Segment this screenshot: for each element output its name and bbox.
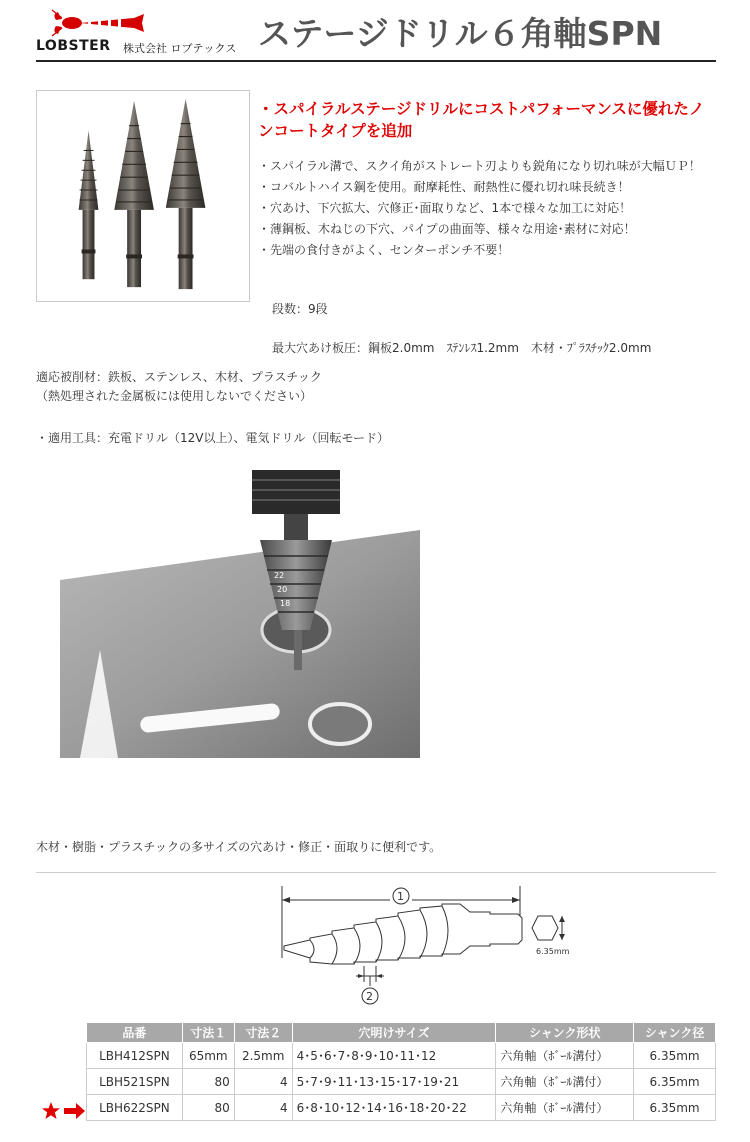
feature-item: ・穴あけ、下穴拡大、穴修正･面取りなど、1本で様々な加工に対応！ xyxy=(258,201,632,215)
step-mark: 20 xyxy=(277,585,288,594)
cell-dim2: 2.5mm xyxy=(234,1043,292,1069)
header-divider xyxy=(36,60,716,62)
table-header-row xyxy=(87,1023,716,1043)
cell-code: LBH412SPN xyxy=(87,1043,183,1069)
feature-item: ・スパイラル溝で、スクイ角がストレート刃よりも鋭角になり切れ味が大幅ＵＰ！ xyxy=(258,159,701,173)
col-header-diameter: シャンク径 xyxy=(634,1023,716,1043)
table-row xyxy=(87,1095,716,1121)
cell-diameter: 6.35mm xyxy=(634,1069,716,1095)
materials-line: 適応被削材：鉄板、ステンレス、木材、プラスチック xyxy=(36,370,322,384)
cell-code: LBH622SPN xyxy=(87,1095,183,1121)
cell-dim1: 65mm xyxy=(182,1043,234,1069)
cell-diameter: 6.35mm xyxy=(634,1043,716,1069)
step-mark: 18 xyxy=(280,599,291,608)
headline: ・スパイラルステージドリルにコストパフォーマンスに優れたノンコートタイプを追加 xyxy=(258,100,705,140)
feature-item: ・先端の食付きがよく、センターポンチ不要！ xyxy=(258,243,510,257)
spec-max-thickness: 最大穴あけ板圧：鋼板2.0mm ｽﾃﾝﾚｽ1.2mm 木材・ﾌﾟﾗｽﾁｯｸ2.0mm xyxy=(272,341,652,355)
lobster-icon xyxy=(50,8,146,38)
recommended-marker-icon xyxy=(42,1101,86,1121)
col-header-code: 品番 xyxy=(87,1023,183,1043)
materials-note: （熱処理された金属板には使用しないでください） xyxy=(36,389,313,403)
cell-code: LBH521SPN xyxy=(87,1069,183,1095)
usage-note: 木材・樹脂・プラスチックの多サイズの穴あけ・修正・面取りに便利です。 xyxy=(36,840,442,854)
cell-shank: 六角軸（ﾎﾞｰﾙ溝付） xyxy=(496,1069,634,1095)
spec-table xyxy=(86,1022,716,1121)
applicable-tools: ・適用工具：充電ドリル（12V以上）、電気ドリル（回転モード） xyxy=(36,431,390,445)
feature-item: ・コバルトハイス鋼を使用。耐摩耗性、耐熱性に優れ切れ味長続き！ xyxy=(258,180,630,194)
cell-diameter: 6.35mm xyxy=(634,1095,716,1121)
cell-shank: 六角軸（ﾎﾞｰﾙ溝付） xyxy=(496,1043,634,1069)
cell-sizes: 5･7･9･11･13･15･17･19･21 xyxy=(292,1069,496,1095)
materials xyxy=(36,368,322,406)
table-row xyxy=(87,1069,716,1095)
section-divider xyxy=(36,872,716,873)
feature-item: ・薄鋼板、木ねじの下穴、パイプの曲面等、様々な用途･素材に対応！ xyxy=(258,222,636,236)
product-photo xyxy=(36,90,250,302)
col-header-shank: シャンク形状 xyxy=(496,1023,634,1043)
cell-sizes: 4･5･6･7･8･9･10･11･12 xyxy=(292,1043,496,1069)
svg-text:1: 1 xyxy=(397,890,404,903)
step-mark: 22 xyxy=(274,571,285,580)
table-row xyxy=(87,1043,716,1069)
brand-name: LOBSTER xyxy=(36,38,111,54)
col-header-dim2: 寸法２ xyxy=(234,1023,292,1043)
cell-sizes: 6･8･10･12･14･16･18･20･22 xyxy=(292,1095,496,1121)
col-header-sizes: 穴明けサイズ xyxy=(292,1023,496,1043)
dimension-diagram xyxy=(270,878,600,1008)
cell-dim1: 80 xyxy=(182,1095,234,1121)
cell-shank: 六角軸（ﾎﾞｰﾙ溝付） xyxy=(496,1095,634,1121)
cell-dim1: 80 xyxy=(182,1069,234,1095)
page-title: ステージドリル６角軸SPN xyxy=(258,14,663,53)
col-header-dim1: 寸法１ xyxy=(182,1023,234,1043)
feature-list xyxy=(258,156,708,261)
spec-steps: 段数：9段 xyxy=(272,302,328,316)
company-name: 株式会社 ロブテックス xyxy=(123,42,237,55)
cell-dim2: 4 xyxy=(234,1069,292,1095)
brand-logo xyxy=(36,8,236,56)
hex-size-label: 6.35mm xyxy=(536,947,570,956)
cell-dim2: 4 xyxy=(234,1095,292,1121)
svg-text:2: 2 xyxy=(366,990,373,1003)
usage-photo xyxy=(60,470,420,758)
